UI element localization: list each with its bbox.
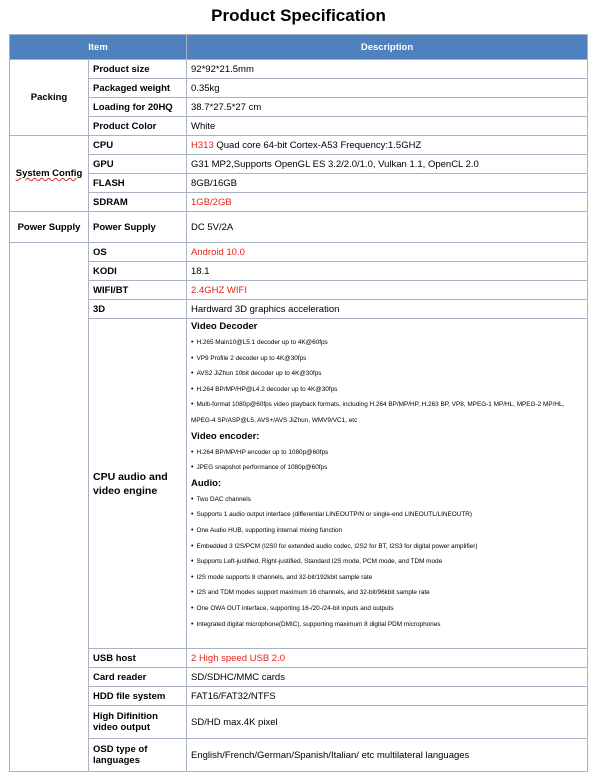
table-row xyxy=(10,262,588,281)
row-label: OS xyxy=(89,243,187,262)
row-label: USB host xyxy=(89,649,187,668)
row-value: Android 10.0 xyxy=(187,243,588,262)
row-label: CPU audio and video engine xyxy=(89,319,187,649)
table-row xyxy=(10,79,588,98)
table-row xyxy=(10,212,588,243)
audio-heading: Audio: xyxy=(191,477,222,489)
list-item: • H.264 BP/MP/HP encoder up to 1080p@60fps xyxy=(191,445,583,461)
row-label: High Difinition video output xyxy=(89,706,187,739)
table-row xyxy=(10,319,588,649)
table-row xyxy=(10,155,588,174)
list-item: • I2S mode supports 8 channels, and 32-bit/192kbit sample rate xyxy=(191,570,583,586)
row-label: Packaged weight xyxy=(89,79,187,98)
table-row xyxy=(10,193,588,212)
list-item: • Integrated digital microphone(DMIC), supporting maximum 8 digital PDM microphones xyxy=(191,617,583,633)
spec-table xyxy=(9,34,588,772)
list-item: • Supports 1 audio output interface (differential LINEOUTP/N or single-end LINEOUTL/LINEOUTR) xyxy=(191,507,583,523)
row-label: CPU xyxy=(89,136,187,155)
row-value: H313 Quad core 64-bit Cortex-A53 Frequency:1.5GHZ xyxy=(187,136,588,155)
list-item: • Embedded 3 I2S/PCM (I2S0 for extended audio codec, I2S2 for BT, I2S3 for digital power amplifier) xyxy=(191,539,583,555)
table-row xyxy=(10,668,588,687)
table-row xyxy=(10,60,588,79)
list-item: • H.265 Main10@L5.1 decoder up to 4K@60fps xyxy=(191,335,583,351)
video-decoder-heading: Video Decoder xyxy=(191,321,258,332)
row-label: FLASH xyxy=(89,174,187,193)
group-empty xyxy=(10,243,89,772)
row-value: SD/HD max.4K pixel xyxy=(187,706,588,739)
table-row xyxy=(10,98,588,117)
group-system-config: System Config xyxy=(10,136,89,212)
list-item: • Multi-format 1080p@60fps video playback formats, including H.264 BP/MP/HP, H.263 BP, VP8, MPEG-1 MP/HL, MPEG-2 MP/HL, MPEG-4 SP/ASP@L5, AVS+/AVS JiZhun, WMV9/VC1, etc xyxy=(191,397,583,428)
row-label: OSD type of languages xyxy=(89,739,187,772)
row-value: FAT16/FAT32/NTFS xyxy=(187,687,588,706)
row-label: KODI xyxy=(89,262,187,281)
row-value: 38.7*27.5*27 cm xyxy=(187,98,588,117)
cpu-model: H313 xyxy=(191,139,214,151)
row-value: 0.35kg xyxy=(187,79,588,98)
list-item: • H.264 BP/MP/HP@L4.2 decoder up to 4K@30fps xyxy=(191,382,583,398)
row-value: Hardward 3D graphics acceleration xyxy=(187,300,588,319)
list-item: • I2S and TDM modes support maximum 16 channels, and 32-bit/96kbit sample rate xyxy=(191,585,583,601)
row-label: Loading for 20HQ xyxy=(89,98,187,117)
video-encoder-heading: Video encoder: xyxy=(191,430,260,442)
row-value: 92*92*21.5mm xyxy=(187,60,588,79)
row-label: Card reader xyxy=(89,668,187,687)
list-item: • Supports Left-justified, Right-justified, Standard I2S mode, PCM mode, and TDM mode xyxy=(191,554,583,570)
table-header-row xyxy=(10,35,588,60)
table-row xyxy=(10,687,588,706)
table-row xyxy=(10,300,588,319)
row-label: HDD file system xyxy=(89,687,187,706)
row-value: English/French/German/Spanish/Italian/ etc multilateral languages xyxy=(187,739,588,772)
row-label: SDRAM xyxy=(89,193,187,212)
table-row xyxy=(10,281,588,300)
table-row xyxy=(10,136,588,155)
table-row xyxy=(10,243,588,262)
page-title: Product Specification xyxy=(211,6,386,25)
table-row xyxy=(10,174,588,193)
row-label: WIFI/BT xyxy=(89,281,187,300)
row-value: 2.4GHZ WIFI xyxy=(187,281,588,300)
row-value: 2 High speed USB 2.0 xyxy=(187,649,588,668)
row-label: 3D xyxy=(89,300,187,319)
list-item: • VP9 Profile 2 decoder up to 4K@30fps xyxy=(191,351,583,367)
list-item: • One OWA OUT interface, supporting 16-/20-/24-bit inputs and outputs xyxy=(191,601,583,617)
row-value: 18.1 xyxy=(187,262,588,281)
header-item: Item xyxy=(10,35,187,60)
row-label: Product Color xyxy=(89,117,187,136)
cpu-audio-video-details xyxy=(187,319,588,649)
table-row xyxy=(10,739,588,772)
header-description: Description xyxy=(187,35,588,60)
list-item: • AVS2 JiZhun 10bit decoder up to 4K@30fps xyxy=(191,366,583,382)
table-row xyxy=(10,117,588,136)
group-power-supply: Power Supply xyxy=(10,212,89,243)
row-value: G31 MP2,Supports OpenGL ES 3.2/2.0/1.0, Vulkan 1.1, OpenCL 2.0 xyxy=(187,155,588,174)
list-item: • JPEG snapshot performance of 1080p@60fps xyxy=(191,460,583,476)
row-value: SD/SDHC/MMC cards xyxy=(187,668,588,687)
group-packing: Packing xyxy=(10,60,89,136)
row-label: Product size xyxy=(89,60,187,79)
row-label: GPU xyxy=(89,155,187,174)
table-row xyxy=(10,649,588,668)
list-item: • One Audio HUB, supporting internal mixing function xyxy=(191,523,583,539)
table-row xyxy=(10,706,588,739)
row-value: 1GB/2GB xyxy=(187,193,588,212)
row-value: 8GB/16GB xyxy=(187,174,588,193)
row-value: DC 5V/2A xyxy=(187,212,588,243)
list-item: • Two DAC channels xyxy=(191,492,583,508)
row-label: Power Supply xyxy=(89,212,187,243)
row-value: White xyxy=(187,117,588,136)
